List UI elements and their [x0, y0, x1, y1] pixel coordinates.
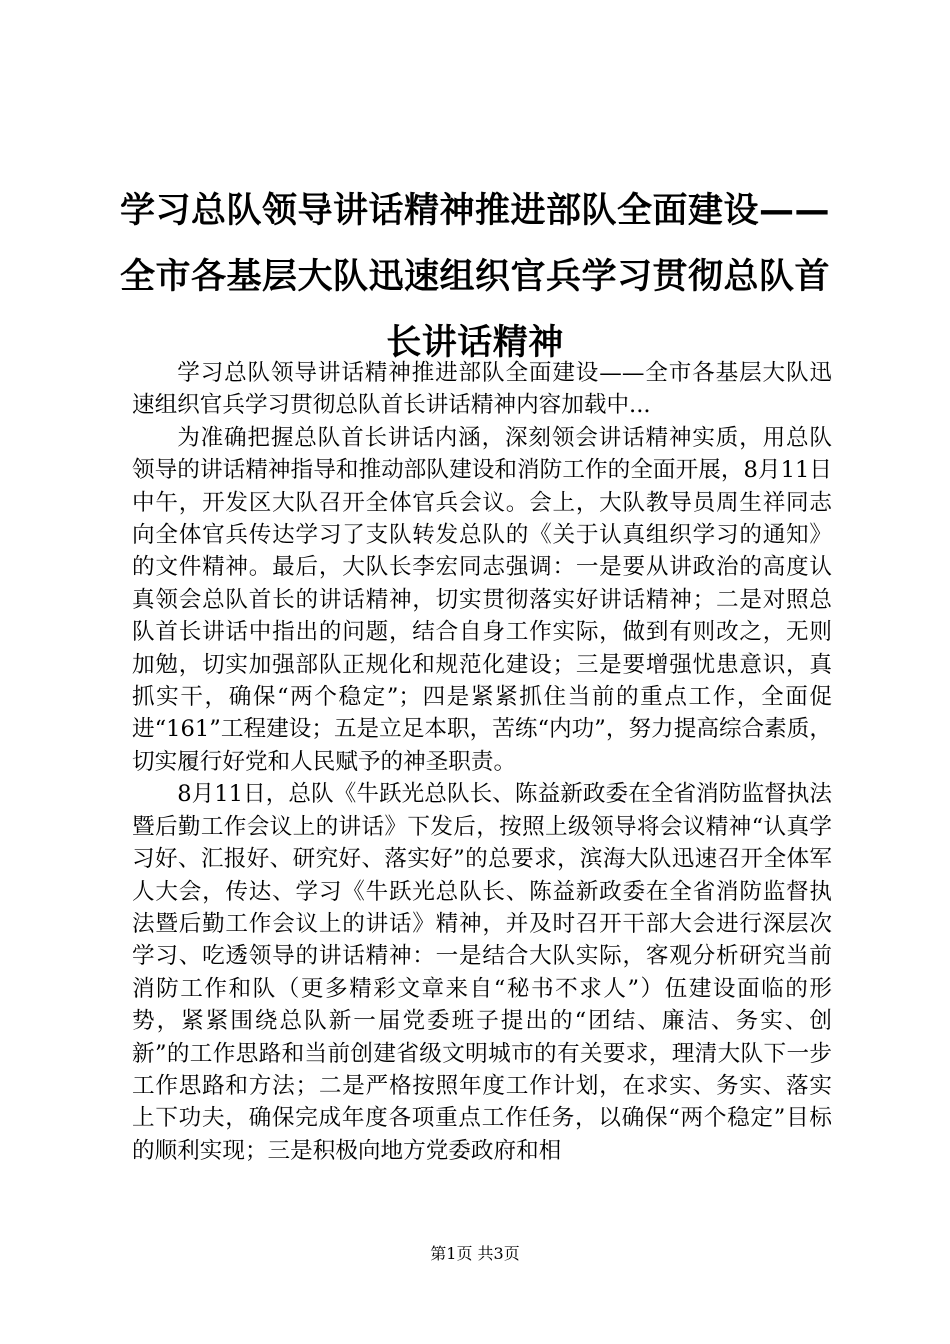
document-body: [132, 357, 832, 1167]
page-footer: 第1页 共3页: [430, 1244, 520, 1263]
document-title: 学习总队领导讲话精神推进部队全面建设——全市各基层大队迅速组织官兵学习贯彻总队首长讲话精神: [119, 191, 830, 363]
paragraph: 为准确把握总队首长讲话内涵，深刻领会讲话精神实质，用总队领导的讲话精神指导和推动部队建设和消防工作的全面开展，8月11日中午，开发区大队召开全体官兵会议。会上，大队教导员周生祥同志向全体官兵传达学习了支队转发总队的《关于认真组织学习的通知》的文件精神。最后，大队长李宏同志强调：一是要从讲政治的高度认真领会总队首长的讲话精神，切实贯彻落实好讲话精神；二是对照总队首长讲话中指出的问题，结合自身工作实际，做到有则改之，无则加勉，切实加强部队正规化和规范化建设；三是要增强忧患意识，真抓实干，确保“两个稳定”；四是紧紧抓住当前的重点工作，全面促进“161”工程建设；五是立足本职，苦练“内功”，努力提高综合素质，切实履行好党和人民赋予的神圣职责。: [132, 424, 832, 775]
paragraph: 学习总队领导讲话精神推进部队全面建设——全市各基层大队迅速组织官兵学习贯彻总队首长讲话精神内容加载中...: [132, 360, 832, 419]
paragraph: 8月11日，总队《牛跃光总队长、陈益新政委在全省消防监督执法暨后勤工作会议上的讲话》下发后，按照上级领导将会议精神“认真学习好、汇报好、研究好、落实好”的总要求，滨海大队迅速召开全体军人大会，传达、学习《牛跃光总队长、陈益新政委在全省消防监督执法暨后勤工作会议上的讲话》精神，并及时召开干部大会进行深层次学习、吃透领导的讲话精神：一是结合大队实际，客观分析研究当前消防工作和队（更多精彩文章来自“秘书不求人”）伍建设面临的形势，紧紧围绕总队新一届党委班子提出的“团结、廉洁、务实、创新”的工作思路和当前创建省级文明城市的有关要求，理清大队下一步工作思路和方法；二是严格按照年度工作计划，在求实、务实、落实上下功夫，确保完成年度各项重点工作任务，以确保“两个稳定”目标的顺利实现；三是积极向地方党委政府和相: [132, 781, 832, 1164]
